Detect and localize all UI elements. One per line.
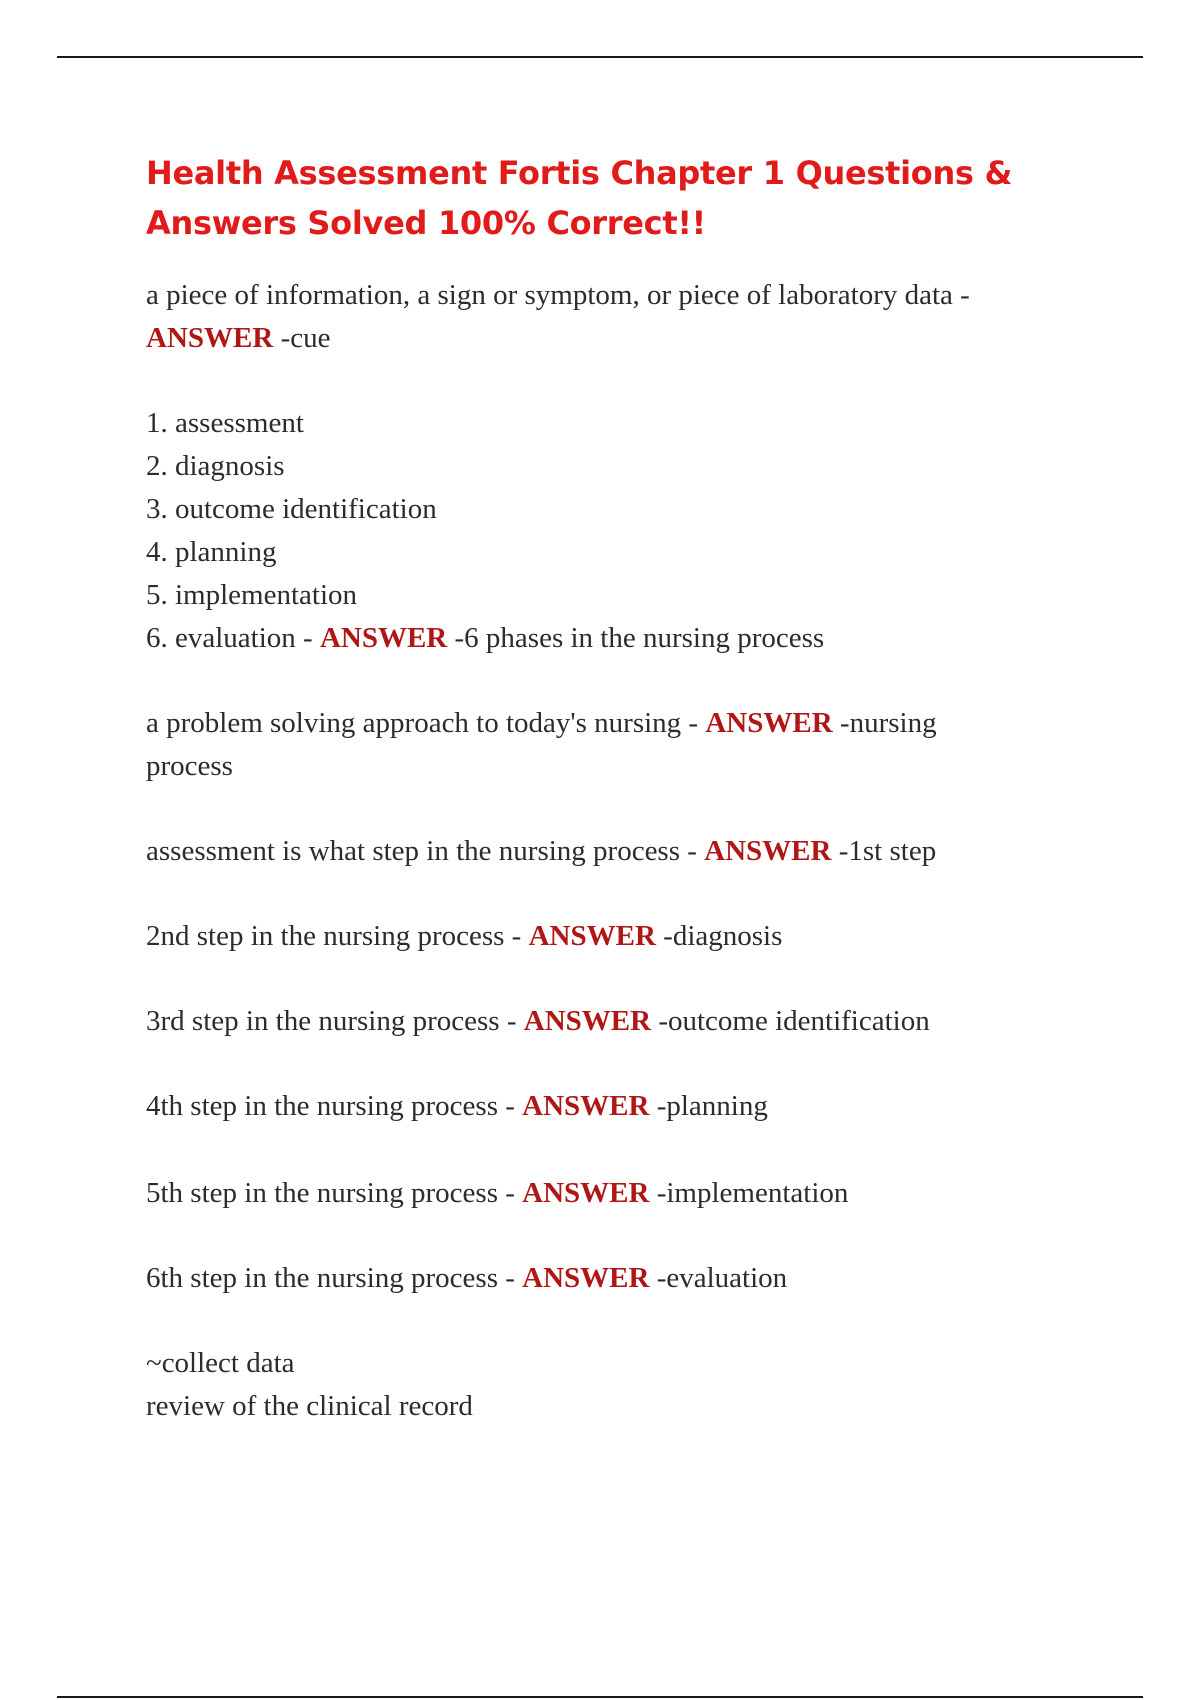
qa-item-9 [146, 1257, 1086, 1300]
qa-item-10 [146, 1342, 1086, 1428]
question-text: 3rd step in the nursing process - [146, 1005, 524, 1037]
answer-text: -6 phases in the nursing process [454, 622, 825, 654]
step-4: 4. planning [146, 536, 277, 568]
qa-item-8 [146, 1172, 1086, 1215]
qa-item-3 [146, 702, 1086, 788]
qa-item-2 [146, 402, 1086, 660]
answer-label: ANSWER [523, 1005, 652, 1037]
step-5: 5. implementation [146, 579, 358, 611]
question-line-1: ~collect data [146, 1347, 295, 1379]
document-body [146, 148, 1086, 1428]
answer-label: ANSWER [528, 920, 656, 952]
title-line-1: Health Assessment Fortis Chapter 1 Questions & [146, 154, 1013, 192]
question-text: 5th step in the nursing process - [146, 1177, 523, 1209]
answer-label: ANSWER [522, 1090, 650, 1122]
step-3: 3. outcome identification [146, 493, 437, 525]
answer-text: -cue [280, 322, 331, 354]
top-rule [57, 56, 1143, 58]
answer-text: -nursing [839, 707, 937, 739]
answer-label: ANSWER [522, 1177, 650, 1209]
question-text: 2nd step in the nursing process - [146, 920, 529, 952]
answer-text: -planning [656, 1090, 768, 1122]
step-2: 2. diagnosis [146, 450, 285, 482]
answer-label: ANSWER [705, 707, 833, 739]
answer-text: -evaluation [656, 1262, 788, 1294]
question-text: a problem solving approach to today's nursing - [146, 707, 706, 739]
question-text: 6th step in the nursing process - [146, 1262, 523, 1294]
bottom-rule [57, 1696, 1143, 1698]
title-line-2: Answers Solved 100% Correct!! [146, 204, 706, 242]
qa-item-4 [146, 830, 1086, 873]
answer-label: ANSWER [319, 622, 448, 654]
answer-text: -diagnosis [663, 920, 783, 952]
qa-item-1 [146, 274, 1086, 360]
answer-text-continued: process [146, 750, 233, 782]
answer-label: ANSWER [522, 1262, 650, 1294]
answer-label: ANSWER [704, 835, 832, 867]
qa-item-5 [146, 915, 1086, 958]
question-text: assessment is what step in the nursing process - [146, 835, 705, 867]
qa-item-6 [146, 1000, 1086, 1043]
answer-text: -implementation [656, 1177, 849, 1209]
question-text: 6. evaluation - [146, 622, 320, 654]
question-line-2: review of the clinical record [146, 1390, 473, 1422]
qa-item-7 [146, 1085, 1086, 1128]
step-6-line [146, 617, 1086, 660]
answer-text: -outcome identification [658, 1005, 930, 1037]
answer-text: -1st step [838, 835, 937, 867]
answer-label: ANSWER [146, 322, 274, 354]
document-title [146, 148, 1086, 248]
question-text: a piece of information, a sign or symptom, or piece of laboratory data - [146, 279, 970, 311]
step-1: 1. assessment [146, 407, 304, 439]
question-text: 4th step in the nursing process - [146, 1090, 523, 1122]
